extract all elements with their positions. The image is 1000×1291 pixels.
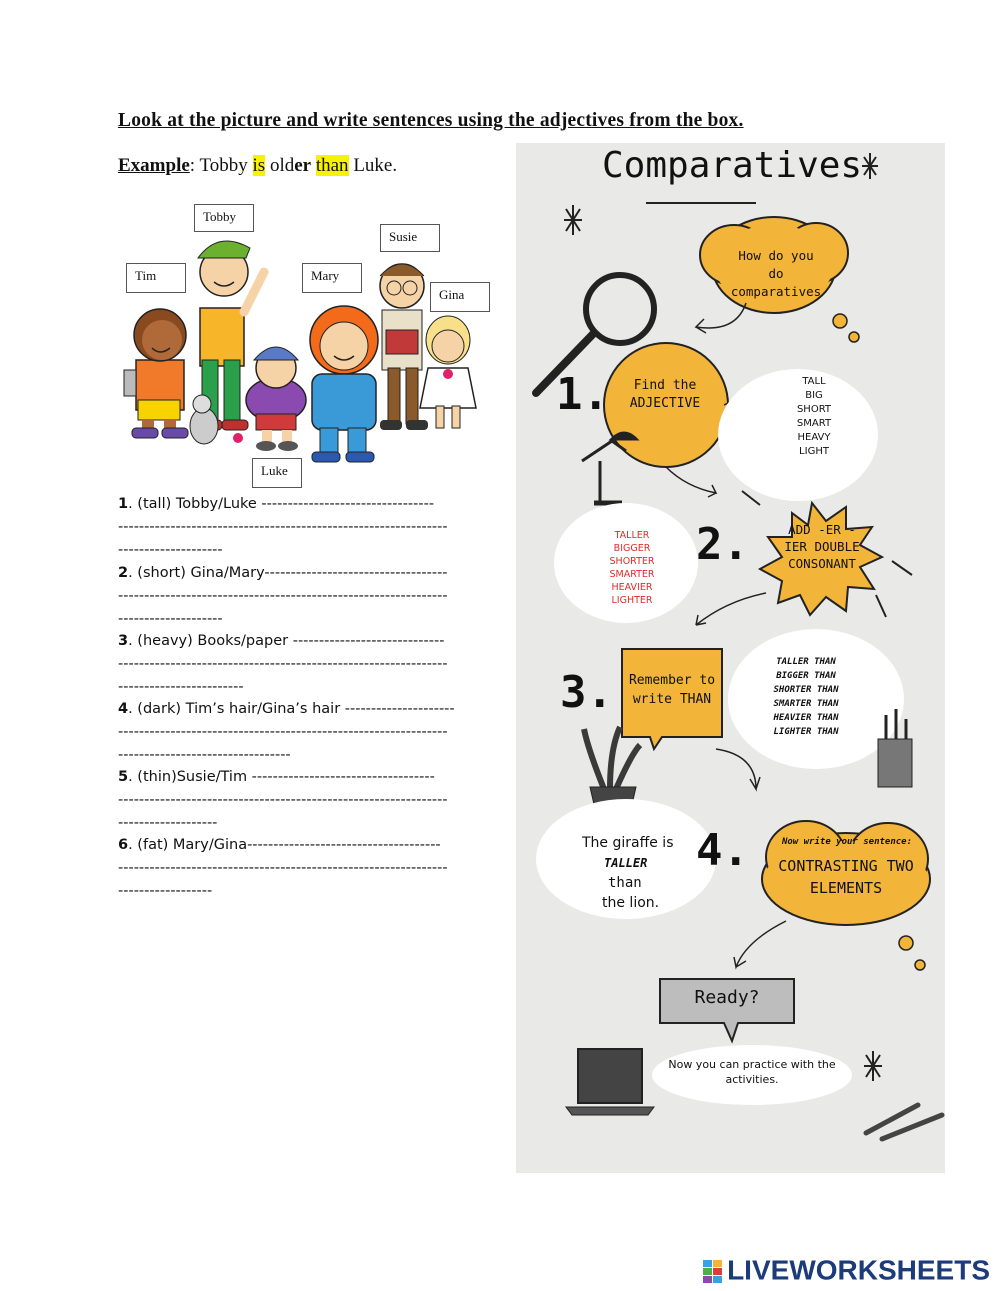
answer-line[interactable]: ------------------------ [118,679,244,695]
step-1-number: 1. [556,369,609,420]
than-item: LIGHTER THAN [773,727,839,737]
question-4 [118,698,508,767]
name-label-mary: Mary [302,263,362,293]
laptop-icon [566,1049,654,1115]
question-text: . (tall) Tobby/Luke --------------------------------- [128,496,435,512]
infographic-heading: Comparatives [602,145,863,186]
giraffe-line: than [608,875,642,891]
step-2-number: 2. [696,519,749,570]
step-4-text: CONTRASTING TWO ELEMENTS [778,857,914,897]
answer-line[interactable]: --------------------------------------------------------------- [118,860,448,876]
cloud-question: How do you do comparatives [730,248,822,299]
pens-icon [866,1105,942,1139]
step-3-text: Remember to write THAN [628,673,716,707]
example-er: er [294,155,312,176]
question-text: . (thin)Susie/Tim ----------------------------------- [128,769,435,785]
worksheet-title: Look at the picture and write sentences using the adjectives from the box. [118,110,744,131]
question-text: . (short) Gina/Mary----------------------------------- [128,565,448,581]
comparatives-list [604,529,660,607]
example-old: old [265,155,295,176]
answer-line[interactable]: --------------------------------------------------------------- [118,656,448,672]
question-1 [118,493,508,562]
ready-label: Ready? [694,987,760,1008]
question-number: 4 [118,701,129,717]
question-number: 1 [118,496,129,512]
than-item: TALLER THAN [776,657,836,667]
liveworksheets-logo [703,1253,990,1287]
giraffe-line: The giraffe is [582,835,674,851]
adjective-item: SHORT [796,404,832,415]
name-label-luke: Luke [252,458,302,488]
comparatives-infographic [516,143,945,1173]
question-3 [118,630,508,699]
answer-line[interactable]: --------------------------------------------------------------- [118,588,448,604]
step-2-text: ADD -ER -IER DOUBLE CONSONANT [784,522,860,571]
luke-figure [246,347,306,451]
answer-line[interactable]: ------------------ [118,883,213,899]
practice-text: Now you can practice with the activities. [668,1058,836,1086]
comparative-item: SHORTER [609,556,655,567]
question-5 [118,766,508,835]
adjectives-list [794,375,834,459]
question-text: . (fat) Mary/Gina------------------------------------- [128,837,441,853]
question-6 [118,834,508,903]
question-number: 6 [118,837,129,853]
step-4-subtitle: Now write your sentence: [781,837,913,847]
name-label-gina: Gina [430,282,490,312]
adjective-item: TALL [802,376,826,387]
answer-line[interactable]: -------------------- [118,611,223,627]
comparative-item: BIGGER [613,543,651,554]
example-end: Luke. [348,155,398,176]
giraffe-example [582,833,678,913]
question-number: 3 [118,633,129,649]
comparative-item: LIGHTER [611,595,653,606]
adjective-item: BIG [805,390,823,401]
adjective-item: SMART [796,418,832,429]
question-text: . (dark) Tim’s hair/Gina’s hair --------------------- [128,701,455,717]
gina-figure [420,316,476,428]
example-than: than [315,155,349,176]
comparative-item: TALLER [614,530,650,541]
than-item: HEAVIER THAN [773,713,839,723]
name-label-tobby: Tobby [194,204,254,232]
answer-line[interactable]: ------------------- [118,815,218,831]
answer-line[interactable]: --------------------------------- [118,747,291,763]
example-sentence [118,155,397,177]
than-item: SHORTER THAN [773,685,839,695]
question-text: . (heavy) Books/paper ----------------------------- [128,633,445,649]
name-label-tim: Tim [126,263,186,293]
question-2 [118,562,508,631]
tim-figure [124,309,188,438]
name-label-susie: Susie [380,224,440,252]
step-1-text: Find the ADJECTIVE [629,378,701,411]
logo-blocks-icon [703,1259,723,1283]
logo-text: LIVEWORKSHEETS [727,1254,990,1286]
step-3-number: 3. [560,667,613,718]
example-label: Example [118,155,190,176]
than-item: BIGGER THAN [776,671,836,681]
than-list [764,655,848,739]
comparative-item: SMARTER [609,569,655,580]
example-text-1: : Tobby [189,155,253,176]
giraffe-line: TALLER [604,856,648,870]
question-number: 5 [118,769,129,785]
answer-line[interactable]: --------------------------------------------------------------- [118,519,448,535]
step-4-number: 4. [696,825,749,876]
than-item: SMARTER THAN [773,699,839,709]
answer-line[interactable]: --------------------------------------------------------------- [118,792,448,808]
giraffe-line: the lion. [602,895,660,911]
mary-figure [310,306,378,462]
example-is: is [252,155,266,176]
adjective-item: HEAVY [797,432,831,443]
comparative-item: HEAVIER [611,582,653,593]
answer-line[interactable]: --------------------------------------------------------------- [118,724,448,740]
question-number: 2 [118,565,129,581]
kids-illustration [116,200,506,490]
adjective-item: LIGHT [799,446,829,457]
answer-line[interactable]: -------------------- [118,542,223,558]
